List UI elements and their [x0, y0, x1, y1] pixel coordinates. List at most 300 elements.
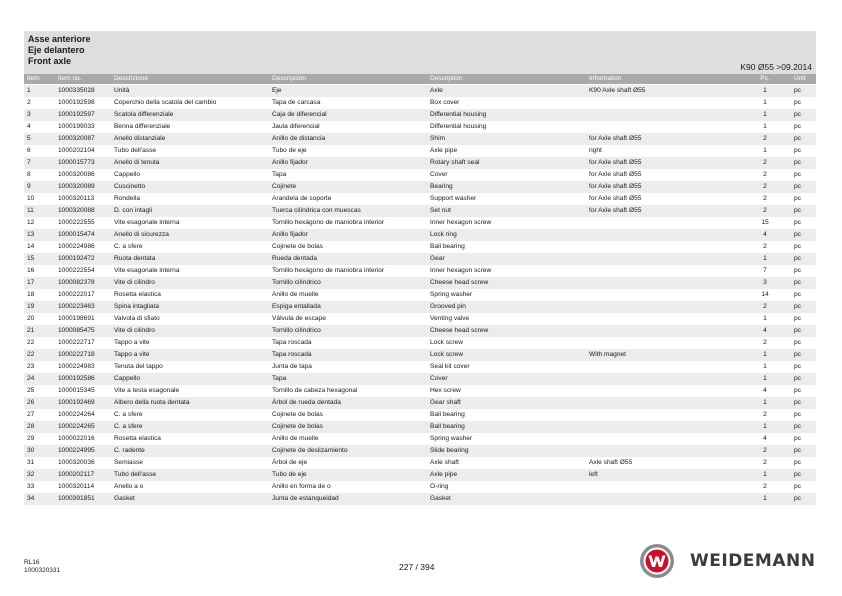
cell-descripcion: Anillo de distancia: [272, 135, 326, 142]
cell-item: 31: [27, 459, 35, 466]
cell-pc: 4: [763, 327, 767, 334]
table-row: [24, 265, 816, 277]
cell-item-no: 1000192472: [58, 255, 95, 262]
cell-item-no: 1000022016: [58, 435, 95, 442]
table-row: [24, 181, 816, 193]
cell-descrizione: Unità: [114, 87, 130, 94]
cell-descripcion: Espiga entallada: [272, 303, 321, 310]
cell-descrizione: Anello di sicurezza: [114, 231, 169, 238]
cell-unit: pc: [794, 363, 801, 370]
cell-descripcion: Eje: [272, 87, 282, 94]
cell-item: 5: [27, 135, 31, 142]
cell-item: 18: [27, 291, 35, 298]
cell-descripcion: Tapa roscada: [272, 339, 312, 346]
cell-descrizione: Valvola di sfiato: [114, 315, 160, 322]
cell-unit: pc: [794, 303, 801, 310]
cell-unit: pc: [794, 219, 801, 226]
table-row: [24, 97, 816, 109]
cell-description: Axle pipe: [430, 147, 458, 154]
table-row: [24, 145, 816, 157]
cell-information: left: [589, 471, 598, 478]
brand-wordmark: WEIDEMANN: [690, 551, 816, 571]
cell-item: 9: [27, 183, 31, 190]
table-row: [24, 109, 816, 121]
cell-pc: 2: [763, 171, 767, 178]
cell-descripcion: Cojinete de bolas: [272, 243, 323, 250]
cell-descrizione: Cappello: [114, 171, 141, 178]
table-row: [24, 445, 816, 457]
table-row: [24, 205, 816, 217]
cell-item-no: 1000222555: [58, 219, 95, 226]
cell-item-no: 1000224983: [58, 363, 95, 370]
cell-unit: pc: [794, 471, 801, 478]
cell-item: 7: [27, 159, 31, 166]
cell-item-no: 1000202104: [58, 147, 95, 154]
cell-item: 17: [27, 279, 35, 286]
cell-unit: pc: [794, 447, 801, 454]
cell-item-no: 1000222017: [58, 291, 95, 298]
cell-item: 34: [27, 495, 35, 502]
cell-item: 27: [27, 411, 35, 418]
cell-description: Rotary shaft seal: [430, 159, 480, 166]
cell-description: Shim: [430, 135, 446, 142]
cell-pc: 2: [763, 459, 767, 466]
cell-descripcion: Anillo fijador: [272, 231, 308, 238]
cell-description: Support washer: [430, 195, 477, 202]
cell-item-no: 1000085475: [58, 327, 95, 334]
cell-item-no: 1000222554: [58, 267, 95, 274]
table-row: [24, 421, 816, 433]
cell-pc: 1: [763, 99, 767, 106]
cell-pc: 14: [761, 291, 769, 298]
cell-unit: pc: [794, 267, 801, 274]
cell-descripcion: Anillo de muelle: [272, 291, 319, 298]
cell-item: 3: [27, 111, 31, 118]
title-english: Front axle: [28, 56, 72, 66]
cell-descrizione: Vite di cilindro: [114, 327, 155, 334]
cell-item: 14: [27, 243, 35, 250]
cell-pc: 3: [763, 279, 767, 286]
column-header-pc: Pc.: [760, 75, 770, 82]
cell-item-no: 1000015474: [58, 231, 95, 238]
cell-unit: pc: [794, 399, 801, 406]
cell-descripcion: Cojinete de bolas: [272, 411, 323, 418]
table-row: [24, 85, 816, 97]
cell-description: Cheese head screw: [430, 279, 489, 286]
cell-descripcion: Jaula diferencial: [272, 123, 320, 130]
table-row: [24, 193, 816, 205]
cell-pc: 4: [763, 387, 767, 394]
document-reference: [24, 559, 60, 574]
cell-descrizione: Vite esagonale interna: [114, 267, 180, 274]
cell-descrizione: C. a sfere: [114, 423, 143, 430]
cell-descrizione: Tubo dell'asse: [114, 471, 157, 478]
table-row: [24, 337, 816, 349]
cell-item: 28: [27, 423, 35, 430]
cell-pc: 2: [763, 243, 767, 250]
cell-description: Slide bearing: [430, 447, 469, 454]
cell-descripcion: Cojinete de bolas: [272, 423, 323, 430]
cell-item-no: 1000202117: [58, 471, 95, 478]
cell-item-no: 1000320114: [58, 483, 95, 490]
cell-unit: pc: [794, 327, 801, 334]
cell-descripcion: Tuerca cilíndrica con muescas: [272, 207, 361, 214]
table-row: [24, 433, 816, 445]
cell-descripcion: Anillo en forma de o: [272, 483, 331, 490]
cell-pc: 2: [763, 339, 767, 346]
cell-pc: 1: [763, 255, 767, 262]
cell-item-no: 1000192597: [58, 111, 95, 118]
table-row: [24, 349, 816, 361]
cell-unit: pc: [794, 483, 801, 490]
cell-item-no: 1000015773: [58, 159, 95, 166]
cell-item: 23: [27, 363, 35, 370]
table-row: [24, 409, 816, 421]
cell-item-no: 1000192469: [58, 399, 95, 406]
table-row: [24, 301, 816, 313]
cell-description: Axle shaft: [430, 459, 459, 466]
cell-pc: 2: [763, 207, 767, 214]
table-row: [24, 481, 816, 493]
cell-item: 15: [27, 255, 35, 262]
cell-item: 26: [27, 399, 35, 406]
cell-descrizione: Semiasse: [114, 459, 143, 466]
cell-descrizione: C. a sfere: [114, 411, 143, 418]
cell-item: 29: [27, 435, 35, 442]
cell-pc: 1: [763, 399, 767, 406]
table-row: [24, 385, 816, 397]
cell-description: Set nut: [430, 207, 451, 214]
cell-item-no: 1000224264: [58, 411, 95, 418]
cell-descrizione: Tubo dell'asse: [114, 147, 157, 154]
cell-description: Cover: [430, 171, 448, 178]
cell-item: 12: [27, 219, 35, 226]
cell-descripcion: Caja de diferencial: [272, 111, 327, 118]
page-number: 227 / 394: [399, 562, 435, 572]
cell-information: for Axle shaft Ø55: [589, 195, 642, 202]
cell-pc: 2: [763, 183, 767, 190]
cell-description: Axle pipe: [430, 471, 458, 478]
cell-descrizione: Benna differenziale: [114, 123, 171, 130]
cell-descripcion: Tornillo hexágono de maniobra interior: [272, 219, 385, 226]
page-header: [24, 31, 816, 74]
cell-information: K90 Axle shaft Ø55: [589, 87, 646, 94]
cell-unit: pc: [794, 411, 801, 418]
cell-item: 30: [27, 447, 35, 454]
cell-descripcion: Tornillo cilíndrico: [272, 327, 321, 334]
cell-pc: 1: [763, 351, 767, 358]
table-row: [24, 121, 816, 133]
cell-item: 2: [27, 99, 31, 106]
table-row: [24, 217, 816, 229]
cell-descripcion: Válvula de escape: [272, 315, 326, 322]
cell-unit: pc: [794, 279, 801, 286]
cell-pc: 1: [763, 471, 767, 478]
model-label: K90 Ø55 >09.2014: [740, 62, 812, 72]
cell-descripcion: Junta de estanqueidad: [272, 495, 339, 502]
cell-descrizione: Vite a testa esagonale: [114, 387, 180, 394]
cell-descripcion: Tubo de eje: [272, 147, 307, 154]
cell-description: Spring washer: [430, 291, 473, 298]
cell-pc: 1: [763, 111, 767, 118]
cell-pc: 1: [763, 363, 767, 370]
cell-pc: 2: [763, 159, 767, 166]
cell-unit: pc: [794, 351, 801, 358]
cell-description: Gear shaft: [430, 399, 461, 406]
cell-item-no: 1000222717: [58, 339, 95, 346]
cell-item-no: 1000224986: [58, 243, 95, 250]
cell-unit: pc: [794, 231, 801, 238]
table-row: [24, 457, 816, 469]
column-header-unit: Unit: [794, 75, 806, 82]
cell-descripcion: Tubo de eje: [272, 471, 307, 478]
cell-descripcion: Rueda dentada: [272, 255, 318, 262]
cell-descrizione: C. radente: [114, 447, 145, 454]
cell-unit: pc: [794, 375, 801, 382]
cell-item-no: 1000199033: [58, 123, 95, 130]
cell-descrizione: Ruota dentata: [114, 255, 156, 262]
cell-item-no: 1000320087: [58, 135, 95, 142]
cell-item-no: 1000082378: [58, 279, 95, 286]
cell-information: for Axle shaft Ø55: [589, 183, 642, 190]
table-row: [24, 469, 816, 481]
cell-item-no: 1000320113: [58, 195, 95, 202]
cell-description: Ball bearing: [430, 411, 465, 418]
column-header-item-no: Item no.: [58, 75, 82, 82]
cell-item-no: 1000222718: [58, 351, 95, 358]
cell-pc: 1: [763, 375, 767, 382]
cell-information: for Axle shaft Ø55: [589, 207, 642, 214]
cell-item: 13: [27, 231, 35, 238]
cell-item: 32: [27, 471, 35, 478]
cell-pc: 2: [763, 447, 767, 454]
cell-unit: pc: [794, 243, 801, 250]
cell-descripcion: Anillo fijador: [272, 159, 308, 166]
cell-unit: pc: [794, 207, 801, 214]
cell-item: 33: [27, 483, 35, 490]
cell-unit: pc: [794, 291, 801, 298]
cell-descrizione: Vite esagonale interna: [114, 219, 180, 226]
column-header-descrizione: Descrizione: [114, 75, 148, 82]
cell-item-no: 1000391851: [58, 495, 95, 502]
cell-item-no: 1000224265: [58, 423, 95, 430]
cell-description: Box cover: [430, 99, 460, 106]
cell-unit: pc: [794, 435, 801, 442]
cell-item: 4: [27, 123, 31, 130]
cell-unit: pc: [794, 87, 801, 94]
parts-table-body: [24, 85, 816, 505]
cell-descripcion: Tapa: [272, 375, 287, 382]
title-spanish: Eje delantero: [28, 45, 85, 55]
cell-information: for Axle shaft Ø55: [589, 135, 642, 142]
cell-unit: pc: [794, 339, 801, 346]
cell-pc: 1: [763, 315, 767, 322]
cell-item-no: 1000320089: [58, 183, 95, 190]
cell-item-no: 1000198691: [58, 315, 95, 322]
column-header-descripcion: Descripción: [272, 75, 306, 82]
cell-item: 1: [27, 87, 31, 94]
cell-pc: 2: [763, 303, 767, 310]
cell-descrizione: Tappo a vite: [114, 339, 150, 346]
cell-description: Ball bearing: [430, 243, 465, 250]
cell-description: Differential housing: [430, 111, 487, 118]
table-row: [24, 229, 816, 241]
cell-item: 19: [27, 303, 35, 310]
title-block: [28, 34, 91, 67]
cell-item: 10: [27, 195, 35, 202]
cell-information: Axle shaft Ø55: [589, 459, 633, 466]
document-code: RL16: [24, 559, 40, 566]
cell-descripcion: Tapa de carcasa: [272, 99, 321, 106]
cell-item: 21: [27, 327, 35, 334]
cell-descrizione: Scatola differenziale: [114, 111, 174, 118]
cell-description: Lock ring: [430, 231, 457, 238]
table-row: [24, 133, 816, 145]
cell-pc: 1: [763, 495, 767, 502]
cell-descripcion: Árbol de rueda dentada: [272, 399, 341, 406]
cell-item-no: 1000320088: [58, 207, 95, 214]
cell-item-no: 1000015345: [58, 387, 95, 394]
cell-description: Lock screw: [430, 339, 463, 346]
table-row: [24, 361, 816, 373]
cell-item-no: 1000320086: [58, 171, 95, 178]
cell-description: Venting valve: [430, 315, 470, 322]
cell-pc: 2: [763, 483, 767, 490]
cell-description: Hex screw: [430, 387, 461, 394]
column-header-description: Description: [430, 75, 463, 82]
cell-item-no: 1000192598: [58, 99, 95, 106]
cell-descrizione: Tappo a vite: [114, 351, 150, 358]
cell-description: Seal kit cover: [430, 363, 470, 370]
table-row: [24, 397, 816, 409]
cell-description: Bearing: [430, 183, 453, 190]
cell-information: for Axle shaft Ø55: [589, 159, 642, 166]
cell-descrizione: Coperchio della scatola del cambio: [114, 99, 217, 106]
cell-description: Ball bearing: [430, 423, 465, 430]
cell-unit: pc: [794, 159, 801, 166]
cell-description: Cover: [430, 375, 448, 382]
column-header-information: Information: [589, 75, 622, 82]
cell-descrizione: Anello distanziale: [114, 135, 166, 142]
table-header: [24, 74, 816, 84]
cell-descripcion: Tornillo de cabeza hexagonal: [272, 387, 358, 394]
table-row: [24, 373, 816, 385]
table-row: [24, 493, 816, 505]
cell-description: Gear: [430, 255, 445, 262]
cell-item: 6: [27, 147, 31, 154]
cell-item-no: 1000335028: [58, 87, 95, 94]
cell-pc: 7: [763, 267, 767, 274]
weidemann-w-logo-icon: [639, 543, 675, 579]
cell-descripcion: Anillo de muelle: [272, 435, 319, 442]
title-italian: Asse anteriore: [28, 34, 91, 44]
cell-descrizione: Rondella: [114, 195, 141, 202]
cell-descrizione: Anello a o: [114, 483, 144, 490]
cell-description: Spring washer: [430, 435, 473, 442]
cell-descrizione: Cappello: [114, 375, 141, 382]
table-row: [24, 253, 816, 265]
cell-unit: pc: [794, 423, 801, 430]
cell-information: right: [589, 147, 602, 154]
column-header-item: Item: [27, 75, 40, 82]
cell-unit: pc: [794, 459, 801, 466]
cell-unit: pc: [794, 195, 801, 202]
cell-descrizione: Cuscinetto: [114, 183, 146, 190]
cell-descrizione: C. a sfere: [114, 243, 143, 250]
cell-pc: 1: [763, 123, 767, 130]
cell-descripcion: Cojinete: [272, 183, 297, 190]
table-row: [24, 169, 816, 181]
cell-description: Inner hexagon screw: [430, 267, 492, 274]
cell-unit: pc: [794, 171, 801, 178]
cell-descripcion: Tapa: [272, 171, 287, 178]
cell-item-no: 1000224995: [58, 447, 95, 454]
cell-item: 22: [27, 339, 35, 346]
table-row: [24, 289, 816, 301]
table-row: [24, 241, 816, 253]
cell-description: Inner hexagon screw: [430, 219, 492, 226]
cell-unit: pc: [794, 495, 801, 502]
cell-descripcion: Junta de tapa: [272, 363, 312, 370]
cell-unit: pc: [794, 315, 801, 322]
cell-descrizione: Rosetta elastica: [114, 435, 161, 442]
cell-descrizione: Rosetta elastica: [114, 291, 161, 298]
cell-unit: pc: [794, 183, 801, 190]
cell-pc: 4: [763, 435, 767, 442]
cell-description: Gasket: [430, 495, 451, 502]
cell-descrizione: D. con intagli: [114, 207, 153, 214]
cell-unit: pc: [794, 123, 801, 130]
cell-unit: pc: [794, 387, 801, 394]
cell-item: 8: [27, 171, 31, 178]
cell-pc: 1: [763, 147, 767, 154]
cell-pc: 1: [763, 423, 767, 430]
cell-unit: pc: [794, 99, 801, 106]
cell-information: With magnet: [589, 351, 627, 358]
cell-item: 22: [27, 351, 35, 358]
cell-descripcion: Tornillo cilíndrico: [272, 279, 321, 286]
cell-description: Cheese head screw: [430, 327, 489, 334]
cell-item: 24: [27, 375, 35, 382]
cell-description: O-ring: [430, 483, 449, 490]
document-number: 1000320331: [24, 566, 61, 574]
cell-descrizione: Spina intagliata: [114, 303, 160, 310]
cell-item-no: 1000223463: [58, 303, 95, 310]
cell-descripcion: Cojinete de deslizamiento: [272, 447, 348, 454]
cell-item: 11: [27, 207, 34, 214]
table-row: [24, 157, 816, 169]
cell-item: 20: [27, 315, 35, 322]
cell-pc: 1: [763, 87, 767, 94]
table-row: [24, 325, 816, 337]
cell-descripcion: Tornillo hexágono de maniobra interior: [272, 267, 385, 274]
cell-unit: pc: [794, 135, 801, 142]
cell-pc: 2: [763, 135, 767, 142]
cell-description: Lock screw: [430, 351, 463, 358]
cell-pc: 2: [763, 411, 767, 418]
table-row: [24, 277, 816, 289]
cell-item-no: 1000192586: [58, 375, 95, 382]
cell-description: Axle: [430, 87, 443, 94]
cell-descripcion: Tapa roscada: [272, 351, 312, 358]
cell-unit: pc: [794, 147, 801, 154]
cell-descripcion: Árbol de eje: [272, 459, 308, 466]
cell-descrizione: Gasket: [114, 495, 135, 502]
cell-item: 25: [27, 387, 35, 394]
cell-pc: 15: [761, 219, 769, 226]
cell-pc: 4: [763, 231, 767, 238]
cell-description: Differential housing: [430, 123, 487, 130]
